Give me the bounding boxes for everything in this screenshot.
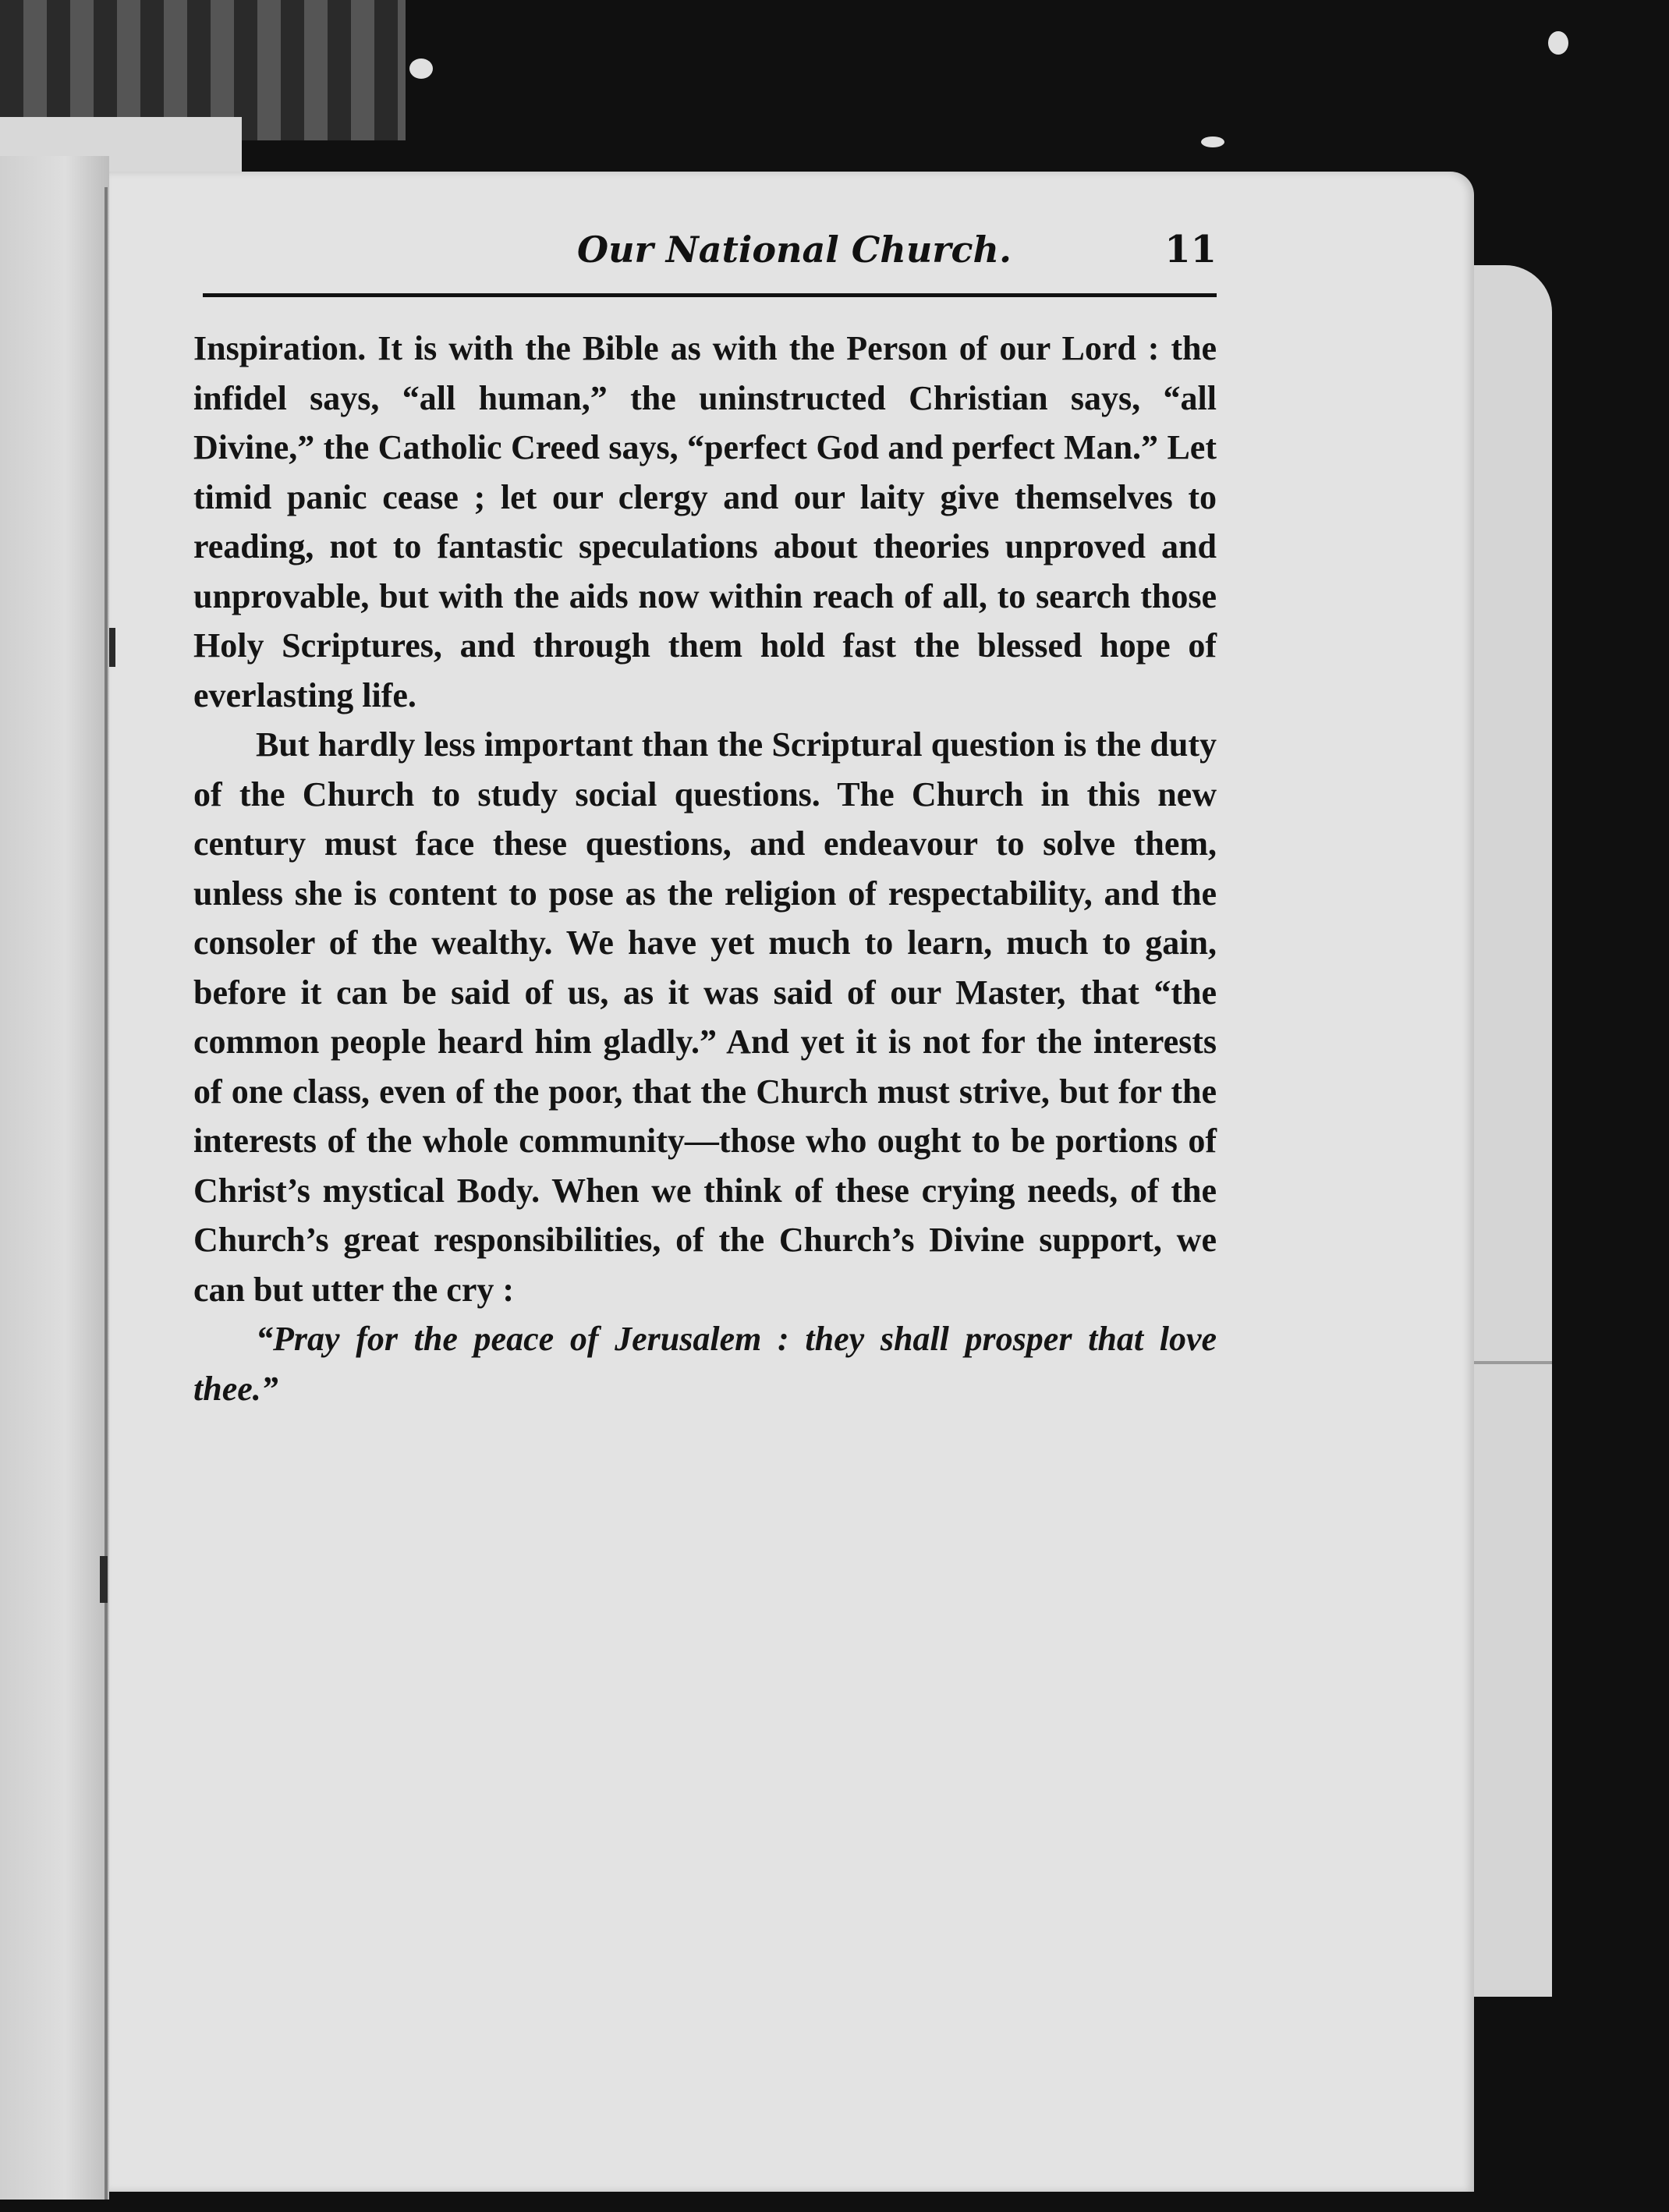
scan-speck [409, 58, 433, 79]
scan-speck [1201, 136, 1224, 147]
back-page-edge-line [1466, 1361, 1552, 1364]
margin-mark [100, 1556, 108, 1603]
scripture-quotation: “Pray for the peace of Jerusalem : they shall prosper that love thee.” [193, 1320, 1217, 1408]
paragraph: Inspiration. It is with the Bible as with the Person of our Lord : the infidel says, “all human,” the uninstructed Christian says, “all Divine,” the Catholic Creed says, “perfect God and perfect Man.” Let timid panic cease ; let our clergy and our laity give themselves to reading, not to fantastic speculations about theories unproved and unprovable, but with the aids now within reach of all, to search those Holy Scriptures, and through them hold fast the blessed hope of everlasting life. [193, 329, 1217, 714]
running-title: Our National Church. [577, 229, 1012, 271]
facing-page-edge [0, 156, 109, 2200]
header-rule [203, 293, 1217, 297]
body-text [193, 324, 1217, 1413]
gutter-line [105, 187, 108, 2200]
page-number: 11 [1164, 228, 1217, 271]
margin-mark [109, 628, 115, 667]
paragraph: But hardly less important than the Scriptural question is the duty of the Church to study social questions. The Church in this new century must face these questions, and endeavour to solve them, unless she is content to pose as the religion of respectability, and the consoler of the wealthy. We have yet much to learn, much to gain, before it can be said of us, as it was said of our Master, that “the common people heard him gladly.” And yet it is not for the interests of one class, even of the poor, that the Church must strive, but for the interests of the whole community—those who ought to be portions of Christ’s mystical Body. When we think of these crying needs, of the Church’s great responsibilities, of the Church’s Divine support, we can but utter the cry : [193, 725, 1217, 1309]
running-head [203, 226, 1217, 312]
scan-speck [1548, 31, 1568, 55]
